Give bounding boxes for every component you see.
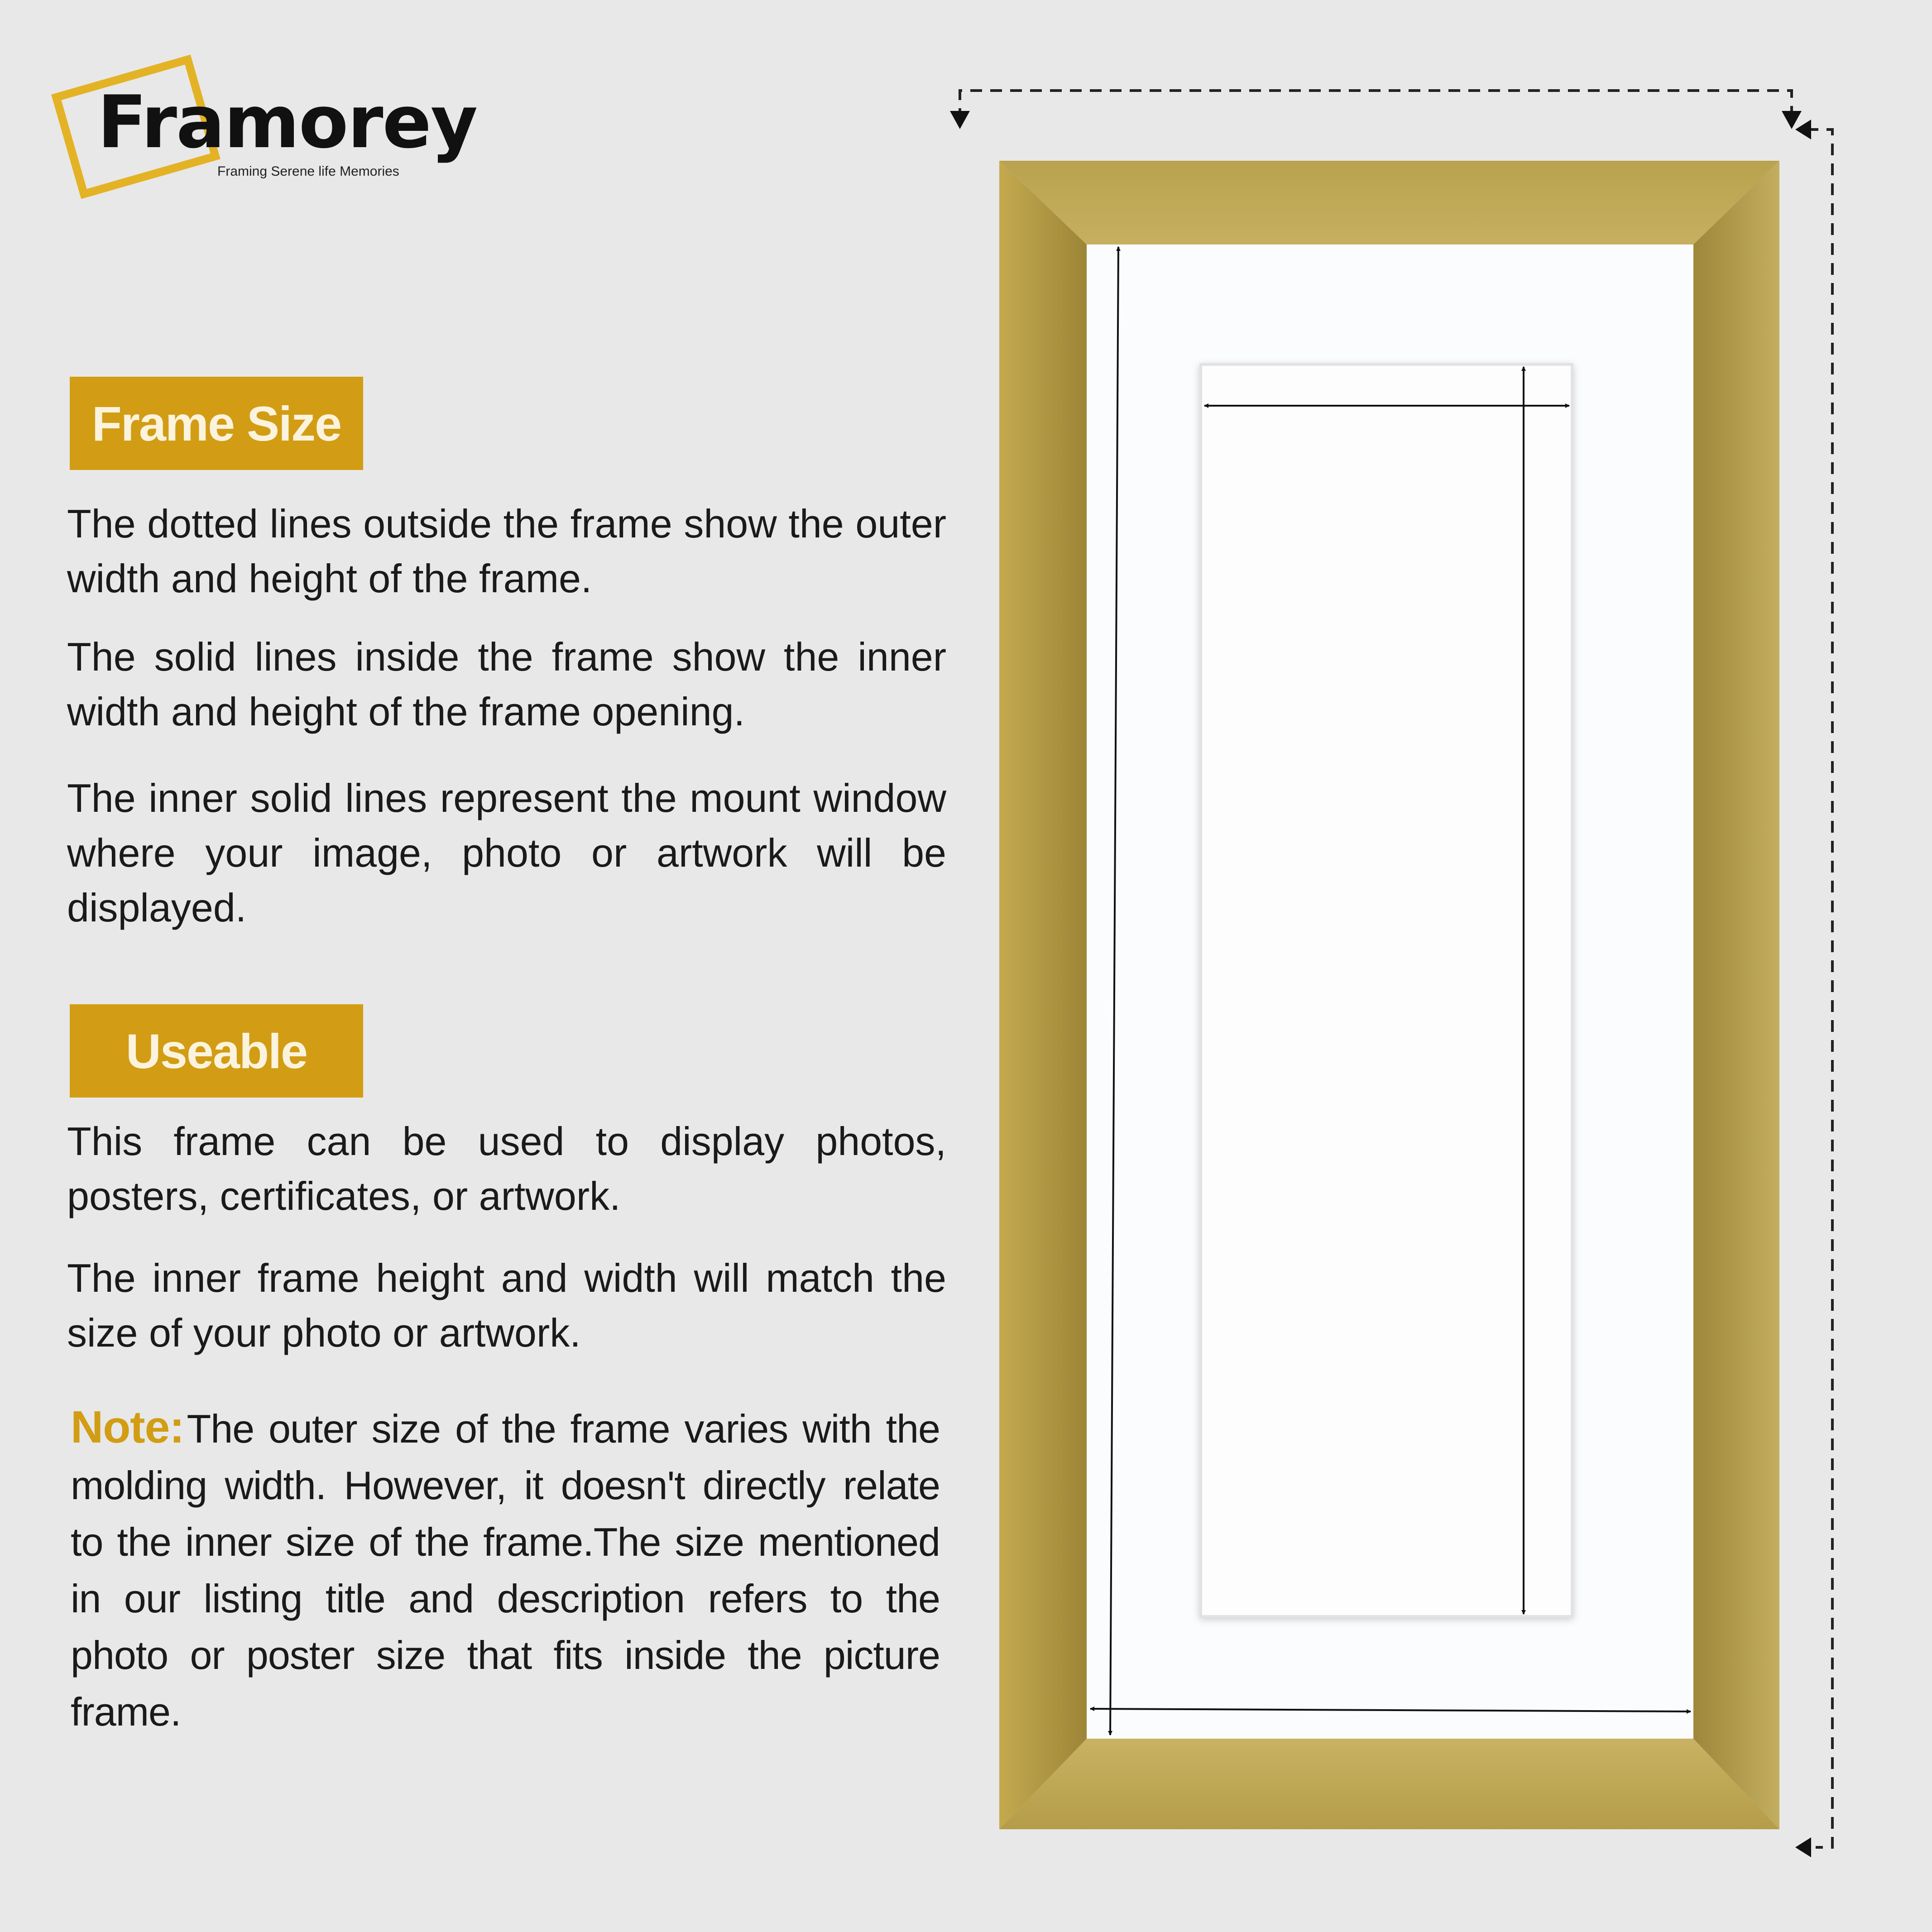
outer-height-arrow-top <box>1795 120 1811 139</box>
frame-left-rail <box>999 161 1087 1829</box>
useable-heading: Useable <box>70 1004 363 1098</box>
frame-size-paragraph-1: The dotted lines outside the frame show the outer width and height of the frame. <box>67 501 946 601</box>
useable-paragraph-2: The inner frame height and width will match the size of your photo or artwork. <box>67 1256 946 1355</box>
outer-height-line <box>1807 129 1832 1847</box>
frame-right-rail <box>1693 161 1779 1829</box>
note-label: Note: <box>71 1402 184 1453</box>
outer-height-arrow-bottom <box>1795 1837 1811 1857</box>
outer-width-arrow-right <box>1782 111 1802 129</box>
useable-paragraph-1: This frame can be used to display photos, posters, certificates, or artwork. <box>67 1119 946 1218</box>
brand-name: Framorey <box>97 80 477 164</box>
mount-window <box>1201 364 1572 1616</box>
frame-size-paragraph-3: The inner solid lines represent the mount window where your image, photo or artwork will be displayed. <box>67 776 946 930</box>
outer-width-arrow-left <box>950 111 970 129</box>
note-text: The outer size of the frame varies with the molding width. However, it doesn't directly relate to the inner size of the frame.The size mentioned in our listing title and description refers to the photo or poster size that fits inside the picture frame. <box>71 1406 940 1734</box>
picture-frame <box>999 161 1779 1829</box>
outer-width-line <box>960 91 1792 120</box>
brand-tagline: Framing Serene life Memories <box>217 164 399 179</box>
frame-top-rail <box>999 161 1779 244</box>
frame-size-heading: Frame Size <box>70 377 363 470</box>
frame-bottom-rail <box>999 1739 1779 1829</box>
frame-size-paragraph-2: The solid lines inside the frame show the inner width and height of the frame opening. <box>67 634 946 734</box>
